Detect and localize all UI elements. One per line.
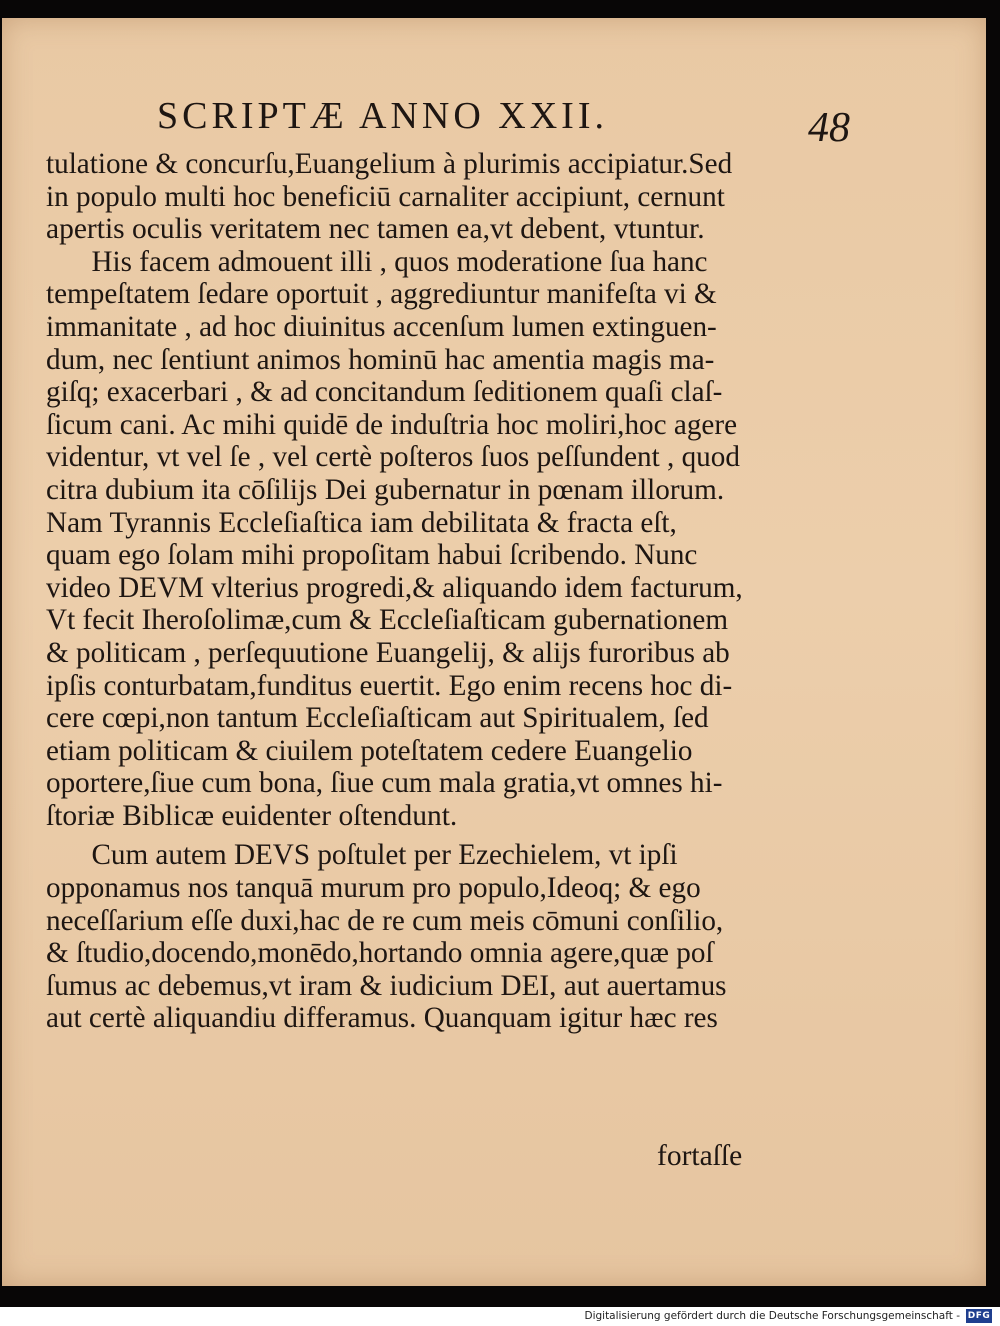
page-number: 48 bbox=[808, 105, 850, 151]
text-line: ſicum cani. Ac mihi quidē de induſtria hoc moliri,hoc agere bbox=[46, 408, 738, 441]
text-line: Nam Tyrannis Eccleſiaſtica iam debilitata & fracta eſt, bbox=[46, 506, 677, 539]
text-line: Vt fecit Iheroſolimæ,cum & Eccleſiaſticam gubernationem bbox=[46, 604, 729, 637]
body-text bbox=[46, 148, 766, 1035]
text-line: opponamus nos tanquā murum pro populo,Ideoq; & ego bbox=[46, 872, 701, 905]
text-line: & ſtudio,docendo,monēdo,hortando omnia agere,quæ poſ bbox=[46, 937, 714, 970]
text-line: etiam politicam & ciuilem poteſtatem cedere Euangelio bbox=[46, 734, 693, 767]
running-head: SCRIPTÆ ANNO XXII. bbox=[157, 95, 608, 137]
text-line: tulatione & concurſu,Euangelium à plurimis accipiatur.Sed bbox=[46, 148, 733, 180]
text-line: videntur, vt vel ſe , vel certè poſteros ſuos peſſundent , quod bbox=[46, 441, 740, 474]
text-line: cere cœpi,non tantum Eccleſiaſticam aut Spiritualem, ſed bbox=[46, 702, 709, 735]
footer-bar bbox=[0, 1307, 1000, 1326]
text-line: & politicam , perſequutione Euangelij, & alijs furoribus ab bbox=[46, 636, 730, 669]
text-line: ipſis conturbatam,funditus euertit. Ego enim recens hoc di- bbox=[46, 669, 733, 702]
text-line: immanitate , ad hoc diuinitus accenſum lumen extinguen- bbox=[46, 310, 717, 343]
text-line: citra dubium ita cōſilijs Dei gubernatur in pœnam illorum. bbox=[46, 473, 725, 506]
catchword: fortaſſe bbox=[657, 1140, 743, 1172]
footer-credit: Digitalisierung gefördert durch die Deutsche Forschungsgemeinschaft - bbox=[584, 1310, 960, 1322]
text-line: giſq; exacerbari , & ad concitandum ſeditionem quaſi claſ- bbox=[46, 376, 723, 409]
text-line: tempeſtatem ſedare oportuit , aggrediuntur manifeſta vi & bbox=[46, 278, 717, 311]
text-line: His facem admouent illi , quos moderatione ſua hanc bbox=[91, 245, 708, 278]
text-line: quam ego ſolam mihi propoſitam habui ſcribendo. Nunc bbox=[46, 539, 698, 572]
text-line: ſumus ac debemus,vt iram & iudicium DEI, aut auertamus bbox=[46, 969, 727, 1002]
text-line: oportere,ſiue cum bona, ſiue cum mala gratia,vt omnes hi- bbox=[46, 767, 723, 800]
text-line: video DEVM vlterius progredi,& aliquando idem facturum, bbox=[46, 571, 743, 604]
text-line: neceſſarium eſſe duxi,hac de re cum meis cōmuni conſilio, bbox=[46, 904, 724, 937]
text-line: dum, nec ſentiunt animos hominū hac amentia magis ma- bbox=[46, 343, 715, 376]
text-line: apertis oculis veritatem nec tamen ea,vt debent, vtuntur. bbox=[46, 213, 705, 246]
text-line: aut certè aliquandiu differamus. Quanquam igitur hæc res bbox=[46, 1002, 718, 1035]
text-line: in populo multi hoc beneficiū carnaliter accipiunt, cernunt bbox=[46, 180, 725, 213]
text-line: ſtoriæ Biblicæ euidenter oſtendunt. bbox=[46, 799, 458, 832]
dfg-logo: DFG bbox=[967, 1311, 991, 1321]
paper-sheet bbox=[2, 18, 986, 1286]
text-line: Cum autem DEVS poſtulet per Ezechielem, vt ipſi bbox=[91, 839, 678, 872]
